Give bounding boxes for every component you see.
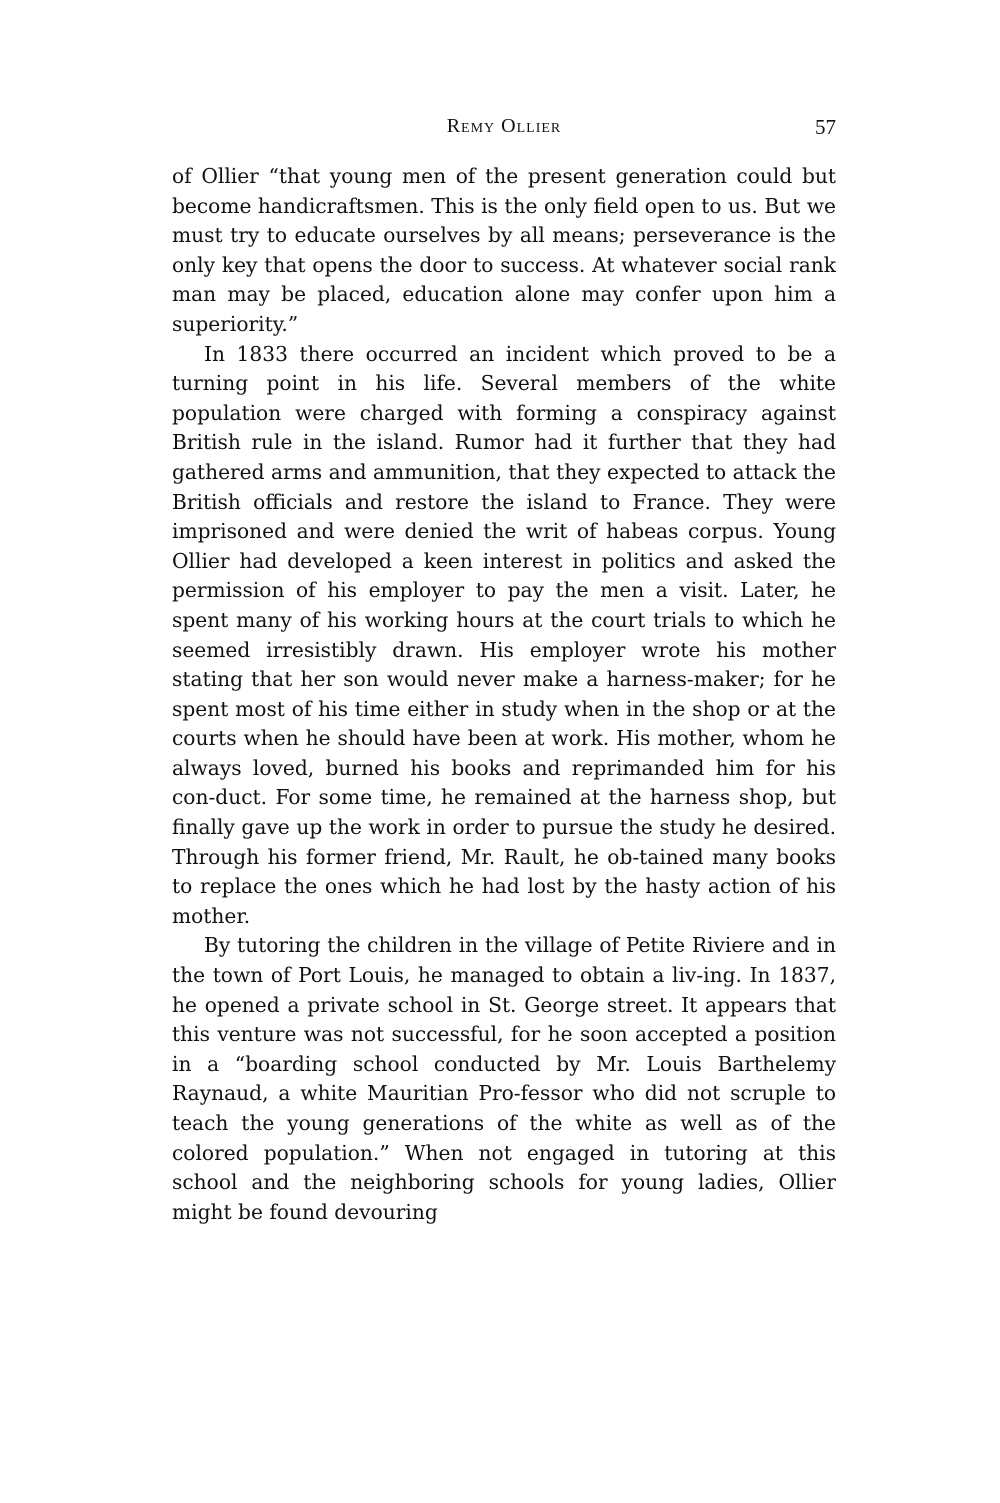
paragraph-tutoring: By tutoring the children in the village of Petite Riviere and in the town of Port Louis, he managed to obtain a liv-ing. In 1837, he opened a private school in St. George street. It appears that this venture was not successful, for he soon accepted a position in a “boarding school conducted by Mr. Louis Barthelemy Raynaud, a white Mauritian Pro-fessor who did not scruple to teach the young generations of the white as well as of the colored population.” When not engaged in tutoring at this school and the neighboring schools for young ladies, Ollier might be found devouring <box>172 933 836 1224</box>
running-head: Remy Ollier <box>446 115 562 137</box>
paragraph-continuation: of Ollier “that young men of the present generation could but become handicraftsmen. This is the only field open to us. But we must try to educate ourselves by all means; perseverance is the only key that opens the door to success. At whatever social rank man may be placed, education alone may confer upon him a superiority.” <box>172 164 836 336</box>
paragraph-1833-incident: In 1833 there occurred an incident which proved to be a turning point in his life. Several members of the white population were charged with forming a conspiracy against British rule in the island. Rumor had it further that they had gathered arms and ammunition, that they expected to attack the British officials and restore the island to France. They were imprisoned and were denied the writ of habeas corpus. Young Ollier had developed a keen interest in politics and asked the permission of his employer to pay the men a visit. Later, he spent many of his working hours at the court trials to which he seemed irresistibly drawn. His employer wrote his mother stating that her son would never make a harness-maker; for he spent most of his time either in study when in the shop or at the courts when he should have been at work. His mother, whom he always loved, burned his books and reprimanded him for his con-duct. For some time, he remained at the harness shop, but finally gave up the work in order to pursue the study he desired. Through his former friend, Mr. Rault, he ob-tained many books to replace the ones which he had lost by the hasty action of his mother. <box>172 341 836 928</box>
page-header <box>172 115 836 147</box>
body-text <box>172 162 836 1227</box>
page-number: 57 <box>815 115 836 139</box>
